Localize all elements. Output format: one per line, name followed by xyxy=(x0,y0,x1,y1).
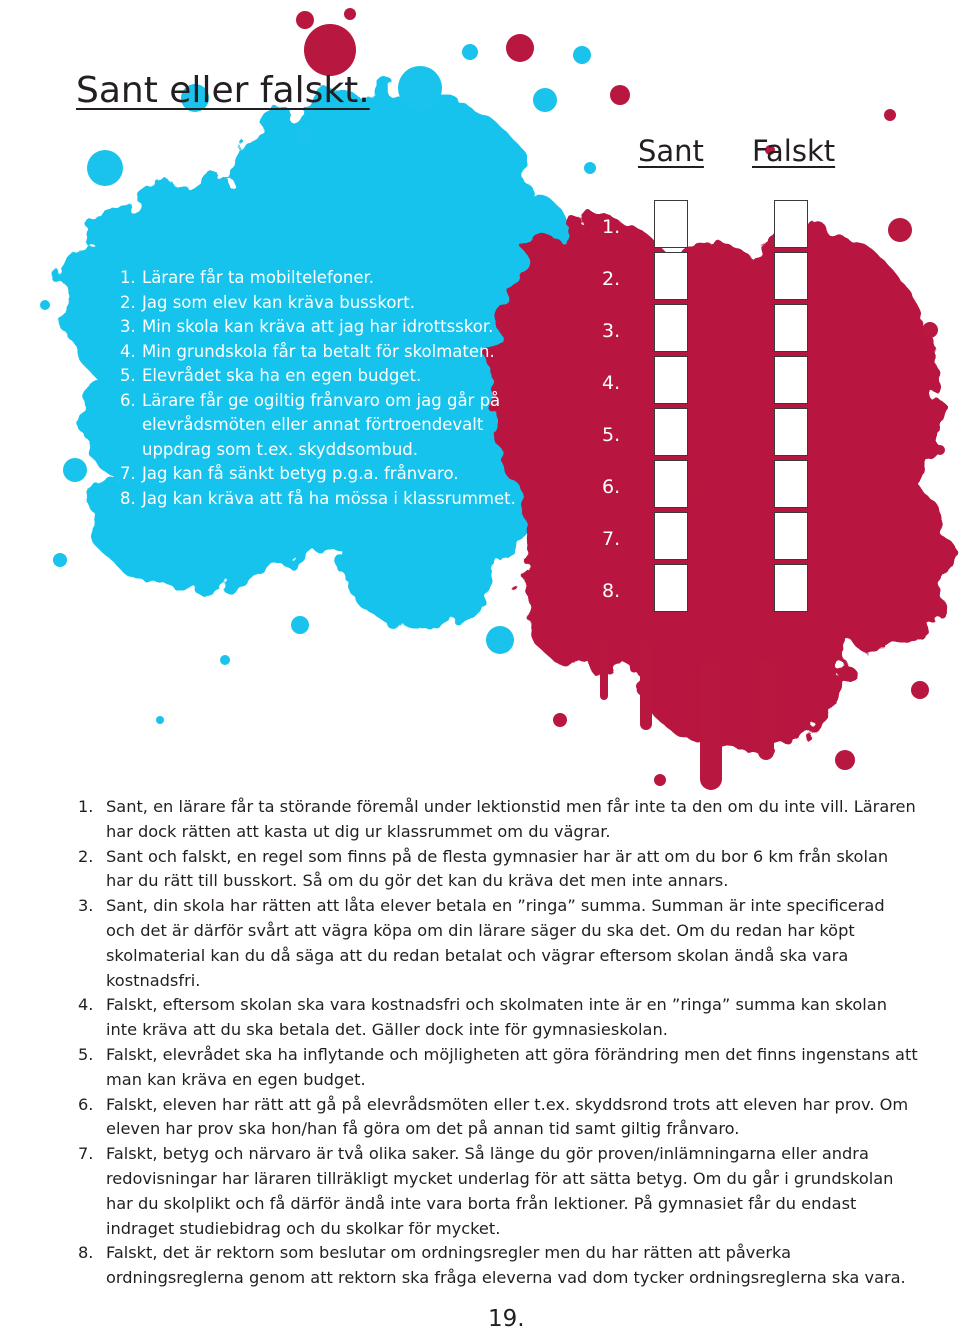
question-text: Elevrådet ska ha en egen budget. xyxy=(142,366,422,385)
question-text: Min grundskola får ta betalt för skolmaten. xyxy=(142,341,495,361)
question-item xyxy=(120,389,522,463)
checkbox-true-3[interactable] xyxy=(654,304,688,352)
row-number: 3. xyxy=(602,320,621,342)
row-number: 5. xyxy=(602,424,621,446)
checkbox-false-1[interactable] xyxy=(774,200,808,248)
checkbox-false-7[interactable] xyxy=(774,512,808,560)
checkbox-false-4[interactable] xyxy=(774,356,808,404)
question-list xyxy=(120,266,522,511)
answer-number: 8. xyxy=(78,1243,94,1263)
question-text: Jag kan få sänkt betyg p.g.a. frånvaro. xyxy=(142,464,459,483)
checkbox-false-8[interactable] xyxy=(774,564,808,612)
checkbox-true-1[interactable] xyxy=(654,200,688,248)
question-number: 6. xyxy=(120,390,136,410)
question-number: 2. xyxy=(120,292,136,312)
answer-text: Sant, en lärare får ta störande föremål under lektionstid men får inte ta den om du inte vill. Läraren har dock rätten att kasta ut dig ur klassrummet om du vägrar. xyxy=(106,797,916,841)
row-number: 1. xyxy=(602,216,621,238)
page-number: 19. xyxy=(488,1306,525,1332)
question-number: 4. xyxy=(120,341,136,361)
answer-item xyxy=(78,1093,918,1143)
checkbox-true-5[interactable] xyxy=(654,408,688,456)
answer-text: Falskt, det är rektorn som beslutar om ordningsregler men du har rätten att påverka ordningsreglerna genom att rektorn ska fråga eleverna vad dom tycker ordningsreglerna ska vara. xyxy=(106,1243,906,1288)
question-item xyxy=(120,340,522,365)
row-number: 2. xyxy=(602,268,621,290)
question-number: 8. xyxy=(120,488,136,508)
column-header-false: Falskt xyxy=(752,134,836,168)
answer-number: 3. xyxy=(78,896,94,916)
page-title: Sant eller falskt. xyxy=(76,70,370,111)
checkbox-false-3[interactable] xyxy=(774,304,808,352)
answer-text: Sant och falskt, en regel som finns på de flesta gymnasier har är att om du bor 6 km från skolan har du rätt till busskort. Så om du gör det kan du kräva det men inte annars. xyxy=(106,846,889,891)
answer-number: 5. xyxy=(78,1044,94,1064)
row-number: 6. xyxy=(602,476,621,498)
question-number: 1. xyxy=(120,268,136,287)
question-item xyxy=(120,266,522,291)
question-text: Jag kan kräva att få ha mössa i klassrummet. xyxy=(142,488,516,508)
answer-item xyxy=(78,993,918,1043)
answer-text: Sant, din skola har rätten att låta elever betala en ”ringa” summa. Summan är inte specificerad och det är därför svårt att vägra köpa om din lärare säger du ska det. Om du redan har köpt skolmaterial kan du då säga att du redan betalat och vägrar eftersom skolan ändå ska vara kostnadsfri. xyxy=(106,896,885,990)
column-header-true: Sant xyxy=(638,134,704,168)
checkbox-true-6[interactable] xyxy=(654,460,688,508)
checkbox-true-4[interactable] xyxy=(654,356,688,404)
checkbox-true-2[interactable] xyxy=(654,252,688,300)
question-text: Lärare får ge ogiltig frånvaro om jag går på elevrådsmöten eller annat förtroendevalt uppdrag som t.ex. skyddsombud. xyxy=(142,390,501,459)
checkbox-true-7[interactable] xyxy=(654,512,688,560)
question-text: Jag som elev kan kräva busskort. xyxy=(142,292,415,312)
question-number: 7. xyxy=(120,464,136,483)
question-number: 5. xyxy=(120,366,136,385)
answer-item xyxy=(78,1241,918,1291)
answer-list xyxy=(78,795,918,1291)
answer-number: 1. xyxy=(78,797,94,816)
question-text: Lärare får ta mobiltelefoner. xyxy=(142,268,374,287)
checkbox-false-5[interactable] xyxy=(774,408,808,456)
answer-number: 6. xyxy=(78,1094,94,1114)
answer-text: Falskt, eleven har rätt att gå på elevrådsmöten eller t.ex. skyddsrond trots att eleven har prov. Om eleven har prov ska hon/han få göra om det på annan tid samt giltig frånvaro. xyxy=(106,1094,909,1139)
answer-number: 2. xyxy=(78,846,94,866)
question-item xyxy=(120,462,522,487)
answer-number: 4. xyxy=(78,995,94,1015)
question-item xyxy=(120,315,522,340)
checkbox-false-2[interactable] xyxy=(774,252,808,300)
answer-item xyxy=(78,1142,918,1241)
row-number: 8. xyxy=(602,580,621,602)
question-text: Min skola kan kräva att jag har idrottsskor. xyxy=(142,317,494,336)
question-item xyxy=(120,291,522,316)
answer-text: Falskt, elevrådet ska ha inflytande och möjligheten att göra förändring men det finns ingenstans att man kan kräva en egen budget. xyxy=(106,1044,918,1089)
answer-number: 7. xyxy=(78,1144,94,1164)
answer-item xyxy=(78,894,918,993)
answer-text: Falskt, eftersom skolan ska vara kostnadsfri och skolmaten inte är en ”ringa” summa kan skolan inte kräva att du ska betala det. Gäller dock inte för gymnasieskolan. xyxy=(106,995,887,1040)
answer-item xyxy=(78,1043,918,1093)
checkbox-true-8[interactable] xyxy=(654,564,688,612)
row-number: 7. xyxy=(602,528,621,550)
answer-text: Falskt, betyg och närvaro är två olika saker. Så länge du gör proven/inlämningarna eller andra redovisningar har läraren tillräkligt mycket underlag för att sätta betyg. Om du går i grundskolan har du skolplikt och få därför ändå inte vara borta från lektioner. På gymnasiet får du endast indraget studiebidrag och du skolkar för mycket. xyxy=(106,1144,894,1238)
checkbox-false-6[interactable] xyxy=(774,460,808,508)
question-item xyxy=(120,487,522,512)
question-number: 3. xyxy=(120,317,136,336)
answer-item xyxy=(78,795,918,845)
question-item xyxy=(120,364,522,389)
answer-item xyxy=(78,845,918,895)
row-number: 4. xyxy=(602,372,621,394)
